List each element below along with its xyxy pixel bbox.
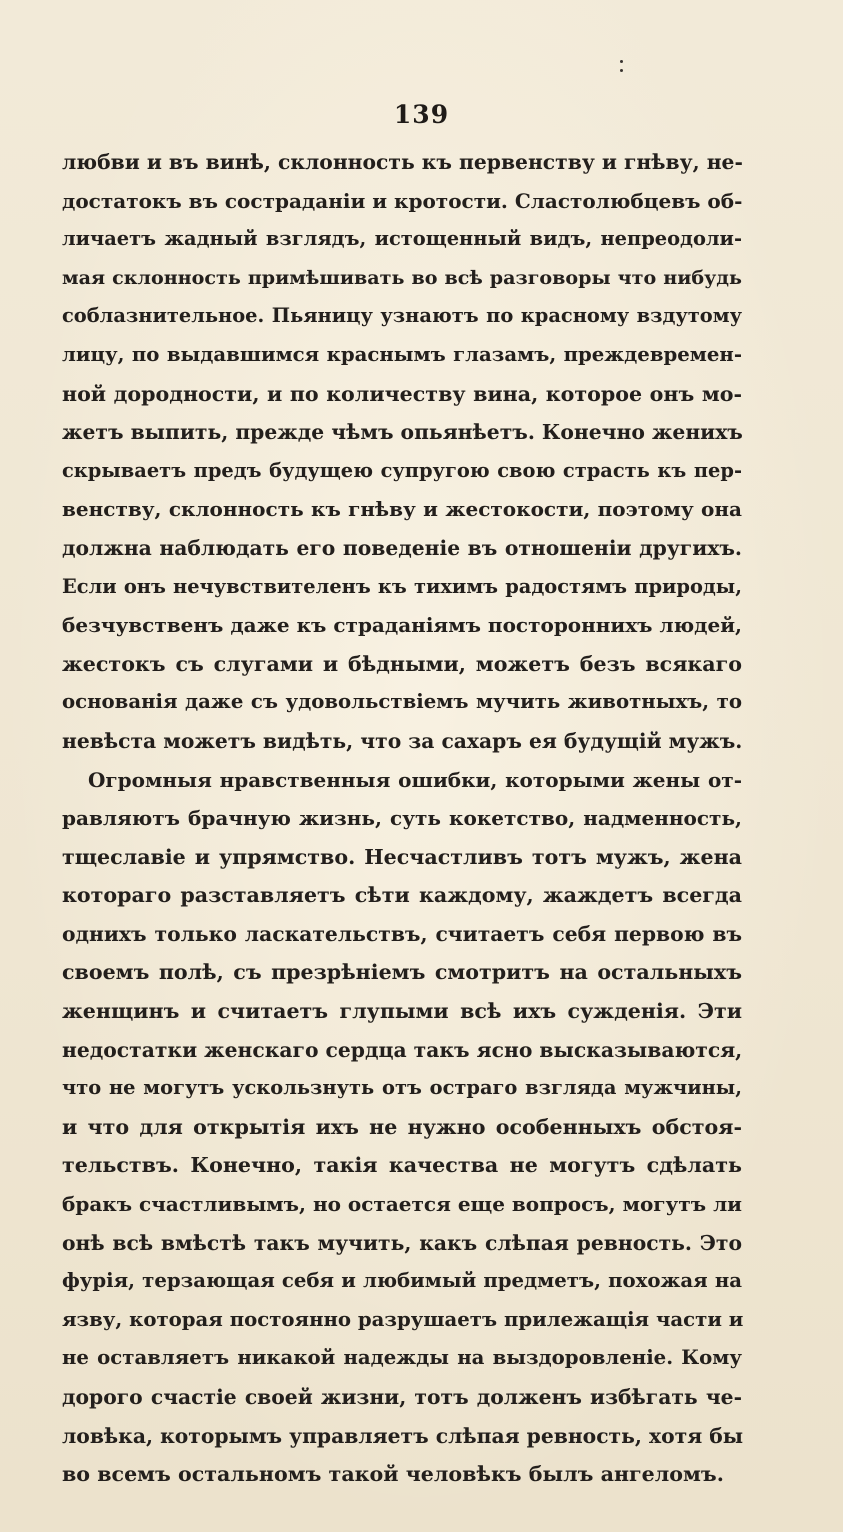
text-line: во всемъ остальномъ такой человѣкъ былъ ангеломъ. (62, 1462, 724, 1487)
text-line: дорого счастіе своей жизни, тотъ долженъ избѣгать че- (62, 1385, 742, 1409)
text-line: жетъ выпить, прежде чѣмъ опьянѣетъ. Конечно женихъ (62, 420, 743, 445)
text-line: котораго разставляетъ сѣти каждому, жаждетъ всегда (62, 883, 742, 908)
page-number: 139 (393, 100, 450, 129)
text-line: основанія даже съ удовольствіемъ мучить животныхъ, то (62, 690, 742, 714)
body-text (62, 143, 742, 1494)
text-line: соблазнительное. Пьяницу узнаютъ по красному вздутому (62, 304, 742, 328)
text-line: фурія, терзающая себя и любимый предметъ, похожая на (62, 1269, 742, 1293)
text-line: личаетъ жадный взглядъ, истощенный видъ, непреодоли- (62, 227, 742, 251)
text-line: бракъ счастливымъ, но остается еще вопросъ, могутъ ли (62, 1192, 742, 1217)
text-line: жестокъ съ слугами и бѣдными, можетъ безъ всякаго (62, 651, 742, 676)
text-line: скрываетъ предъ будущею супругою свою страсть къ пер- (62, 458, 742, 482)
text-line: язву, которая постоянно разрушаетъ прилежащія части и (62, 1307, 744, 1331)
text-line: равляютъ брачную жизнь, суть кокетство, надменность, (62, 806, 742, 831)
text-line: Огромныя нравственныя ошибки, которыми жены от- (88, 767, 742, 792)
text-line: однихъ только ласкательствъ, считаетъ себя первою въ (62, 921, 742, 946)
text-line: онѣ всѣ вмѣстѣ такъ мучить, какъ слѣпая ревность. Это (62, 1230, 742, 1255)
text-line: своемъ полѣ, съ презрѣніемъ смотритъ на остальныхъ (62, 960, 742, 985)
text-line: мая склонность примѣшивать во всѣ разговоры что нибудь (62, 265, 742, 289)
text-line: безчувственъ даже къ страданіямъ постороннихъ людей, (62, 613, 742, 638)
text-line: ной дородности, и по количеству вина, которое онъ мо- (62, 381, 742, 406)
text-line: что не могутъ ускользнуть отъ остраго взгляда мужчины, (62, 1076, 742, 1100)
text-line: недостатки женскаго сердца такъ ясно высказываются, (62, 1037, 743, 1062)
colon-mark (618, 60, 624, 74)
text-line: тельствъ. Конечно, такія качества не могутъ сдѣлать (62, 1153, 742, 1178)
text-line: не оставляетъ никакой надежды на выздоровленіе. Кому (62, 1346, 742, 1370)
text-line: достатокъ въ состраданіи и кротости. Сластолюбцевъ об- (62, 188, 743, 213)
text-line: венству, склонность къ гнѣву и жестокости, поэтому она (62, 497, 742, 522)
text-line: и что для открытія ихъ не нужно особенныхъ обстоя- (62, 1114, 742, 1139)
text-line: любви и въ винѣ, склонность къ первенству и гнѣву, не- (62, 150, 743, 174)
text-line: женщинъ и считаетъ глупыми всѣ ихъ сужденія. Эти (62, 999, 742, 1024)
text-line: тщеславіе и упрямство. Несчастливъ тотъ мужъ, жена (62, 844, 742, 869)
text-line: невѣста можетъ видѣть, что за сахаръ ея будущій мужъ. (62, 728, 743, 753)
text-line: должна наблюдать его поведеніе въ отношеніи другихъ. (62, 535, 742, 560)
text-line: ловѣка, которымъ управляетъ слѣпая ревность, хотя бы (62, 1423, 744, 1448)
text-line: Если онъ нечувствителенъ къ тихимъ радостямъ природы, (62, 574, 742, 598)
text-line: лицу, по выдавшимся краснымъ глазамъ, преждевремен- (62, 342, 742, 366)
